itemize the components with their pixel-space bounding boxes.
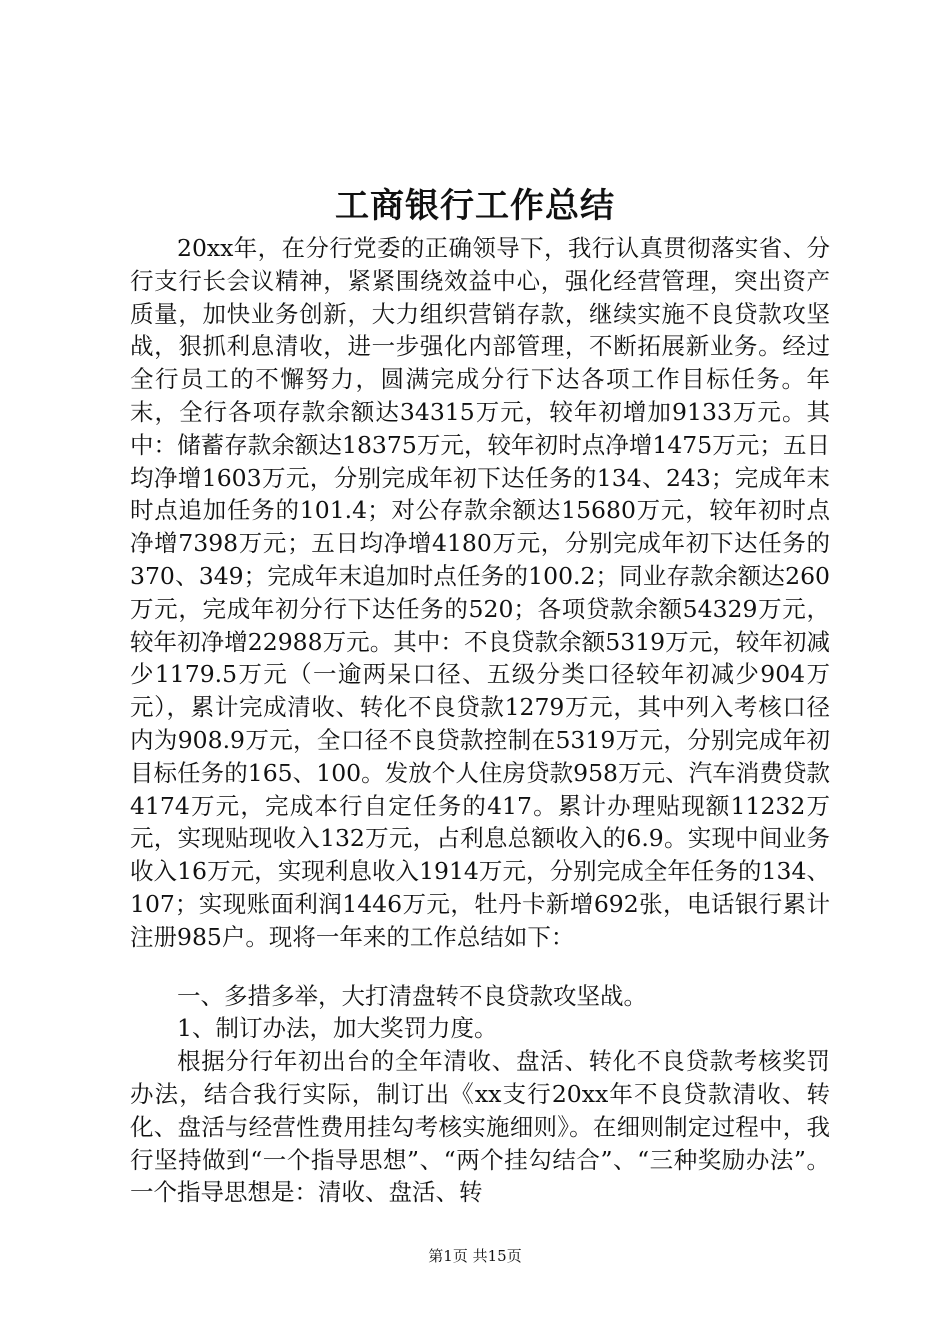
paragraph-spacer (130, 954, 830, 980)
document-body (130, 232, 830, 1209)
page-footer: 第1页 共15页 (428, 1247, 522, 1265)
section-paragraph: 根据分行年初出台的全年清收、盘活、转化不良贷款考核奖罚办法，结合我行实际，制订出《xx支行20xx年不良贷款清收、转化、盘活与经营性费用挂勾考核实施细则》。在细则制定过程中，我行坚持做到“一个指导思想”、“两个挂勾结合”、“三种奖励办法”。一个指导思想是：清收、盘活、转 (130, 1047, 830, 1207)
subsection-heading: 1、制订办法，加大奖罚力度。 (177, 1014, 498, 1043)
intro-paragraph: 20xx年，在分行党委的正确领导下，我行认真贯彻落实省、分行支行长会议精神，紧紧围绕效益中心，强化经营管理，突出资产质量，加快业务创新，大力组织营销存款，继续实施不良贷款攻坚战，狠抓利息清收，进一步强化内部管理，不断拓展新业务。经过全行员工的不懈努力，圆满完成分行下达各项工作目标任务。年末，全行各项存款余额达34315万元，较年初增加9133万元。其中：储蓄存款余额达18375万元，较年初时点净增1475万元；五日均净增1603万元，分别完成年初下达任务的134、243；完成年末时点追加任务的101.4；对公存款余额达15680万元，较年初时点净增7398万元；五日均净增4180万元，分别完成年初下达任务的370、349；完成年末追加时点任务的100.2；同业存款余额达260万元，完成年初分行下达任务的520；各项贷款余额54329万元，较年初净增22988万元。其中：不良贷款余额5319万元，较年初减少1179.5万元（一逾两呆口径、五级分类口径较年初减少904万元），累计完成清收、转化不良贷款1279万元，其中列入考核口径内为908.9万元，全口径不良贷款控制在5319万元，分别完成年初目标任务的165、100。发放个人住房贷款958万元、汽车消费贷款4174万元，完成本行自定任务的417。累计办理贴现额11232万元，实现贴现收入132万元，占利息总额收入的6.9。实现中间业务收入16万元，实现利息收入1914万元，分别完成全年任务的134、107；实现账面利润1446万元，牡丹卡新增692张，电话银行累计注册985户。现将一年来的工作总结如下： (130, 234, 830, 951)
document-title: 工商银行工作总结 (335, 186, 615, 226)
section-heading: 一、多措多举，大打清盘转不良贷款攻坚战。 (177, 981, 647, 1010)
